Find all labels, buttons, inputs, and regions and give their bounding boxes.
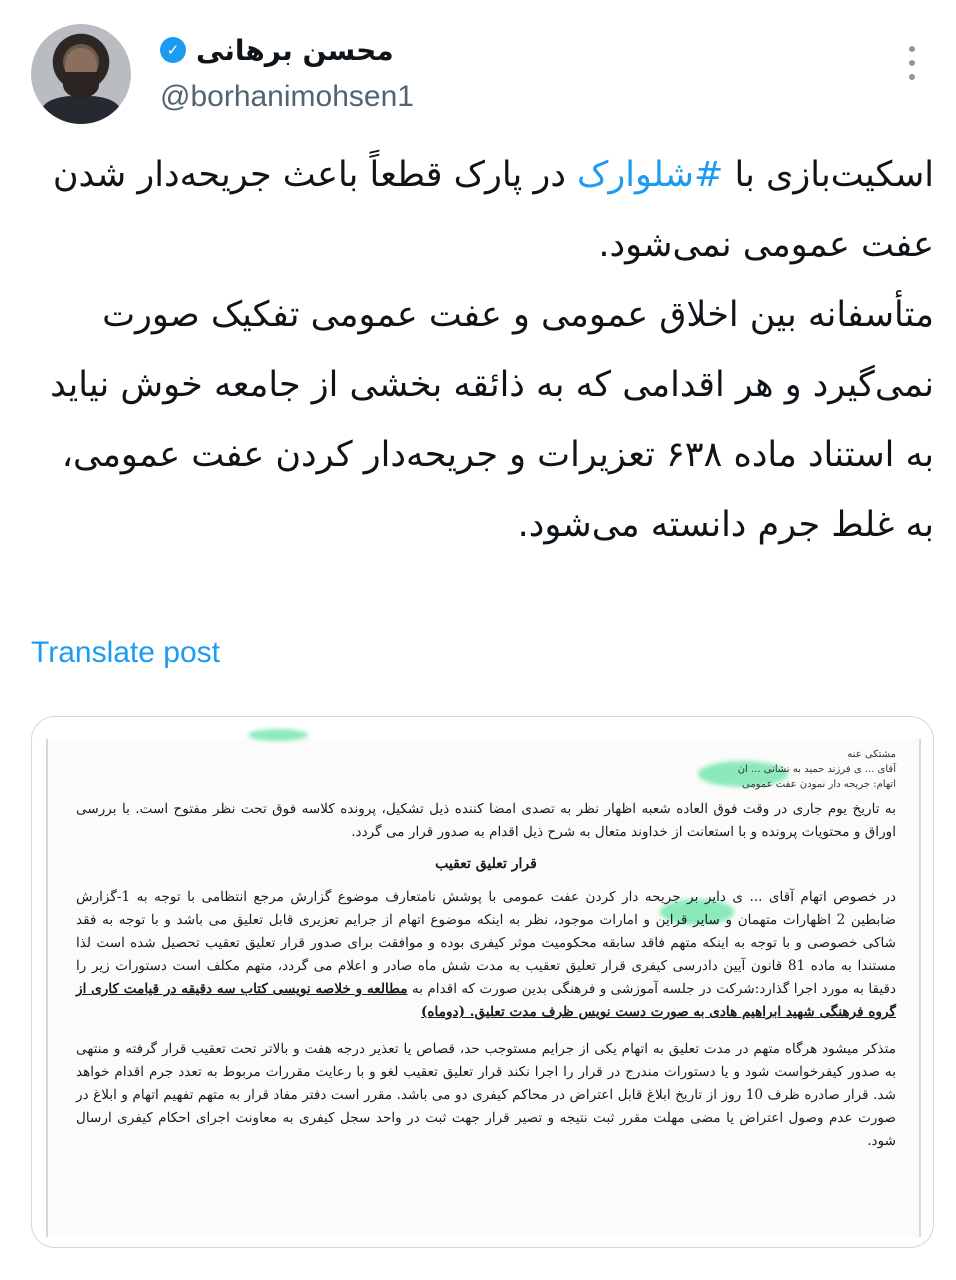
- doc-title: قرار تعلیق تعقیب: [435, 856, 537, 872]
- more-dot: [909, 74, 915, 80]
- post-text-rest: در پارک قطعاً باعث جریحه‌دار شدن عفت عمومی نمی‌شود. متأسفانه بین اخلاق عمومی و عفت عمومی تفکیک صورت نمی‌گیرد و هر اقدامی که به ذائقه بخشی از جامعه خوش نیاید به استناد ماده ۶۳۸ تعزیرات و جریحه‌دار کردن عفت عمومی، به غلط جرم دانسته می‌شود.: [50, 155, 934, 545]
- post-text: [30, 140, 934, 560]
- doc-header-line: اتهام: جریحه دار نمودن عفت عمومی: [741, 779, 896, 790]
- post-header: [0, 0, 956, 140]
- more-options-icon[interactable]: [900, 46, 924, 80]
- doc-intro: به تاریخ یوم جاری در وقت فوق العاده شعبه اظهار نظر به تصدی امضا کننده ذیل تشکیل، پرونده کلاسه فوق تحت نظر مفتوح است. با بررسی اوراق و محتویات پرونده و با استعانت از خداوند متعال به شرح ذیل اقدام به صدور قرار می گردد.: [76, 801, 896, 840]
- post-text-start: اسکیت‌بازی با: [723, 155, 934, 195]
- document-text: [76, 747, 896, 1153]
- avatar-beard: [63, 72, 99, 98]
- document-paper: [46, 739, 921, 1237]
- doc-body: [76, 886, 896, 1024]
- doc-footer: متذکر میشود هرگاه متهم در مدت تعلیق به اتهام یکی از جرایم مستوجب حد، قصاص یا تعذیر درجه هفت و بالاتر تحت تعقیب قرار گرفته و منتهی به صدور کیفرخواست شود و یا دستورات مندرج در قرار را اجرا نکند قرار تعلیق تعقیب لغو و با رعایت مقررات مربوط به تعدد جرم اقدام خواهد شد. قرار صادره ظرف 10 روز از تاریخ ابلاغ قابل اعتراض در محاکم کیفری دو می باشد. مقرر است دفتر مفاد قرار به متهم تفهیم اتهام و ابلاغ در صورت عدم وصول اعتراض یا مضی مهلت مقرر ثبت نتیجه و تصیر قرار جهت ثبت در واحد سجل کیفری به معاونت اجرای احکام کیفری ارسال شود.: [76, 1041, 896, 1149]
- verified-badge-icon: ✓: [160, 37, 186, 63]
- author-avatar[interactable]: [31, 24, 131, 124]
- translate-post-link[interactable]: Translate post: [31, 636, 220, 669]
- author-handle[interactable]: @borhanimohsen1: [160, 80, 414, 113]
- doc-body-underlined: مطالعه و خلاصه نویسی کتاب سه دقیقه در قیامت کاری از گروه فرهنگی شهید ابراهیم هادی به صورت دست نویس ظرف مدت تعلیق. (دوماه): [76, 981, 896, 1020]
- doc-header-line: آقای ... ی فرزند حمید به نشانی ... ان: [737, 764, 896, 775]
- more-dot: [909, 60, 915, 66]
- avatar-shirt: [41, 96, 121, 124]
- author-display-name[interactable]: محسن برهانی: [196, 33, 394, 67]
- doc-header-line: مشتکی عنه: [847, 749, 896, 760]
- author-name-row[interactable]: [160, 30, 394, 70]
- attached-image[interactable]: [31, 716, 934, 1248]
- redaction-blur: [248, 729, 308, 741]
- hashtag-link[interactable]: #شلوارک: [577, 155, 724, 195]
- more-dot: [909, 46, 915, 52]
- doc-body-text: در خصوص اتهام آقای ... ی دایر بر جریحه دار کردن عفت عمومی با پوشش نامتعارف موضوع گزارش مرجع انتظامی با توجه به 1-گزارش ضابطین 2 اظهارات متهمان و سایر قراین و امارات موجود، نظر به اینکه موضوع اتهام از جرایم تعزیری قابل تعلیق می باشد و با توجه به فقد شاکی خصوصی و با توجه به اینکه متهم فاقد سابقه محکومیت موثر کیفری بوده و موافقت برای صدور قرار تعلیق تعقیب تحصیل شده است لذا مستندا به ماده 81 قانون آیین دادرسی کیفری قرار تعلیق تعقیب به مدت شش ماه صادر و اعلام می گردد، متهم مکلف است دستورات زیر را دقیقا به مورد اجرا گذارد:شرکت در جلسه آموزشی و فرهنگی بدین صورت که اقدام به: [76, 889, 897, 997]
